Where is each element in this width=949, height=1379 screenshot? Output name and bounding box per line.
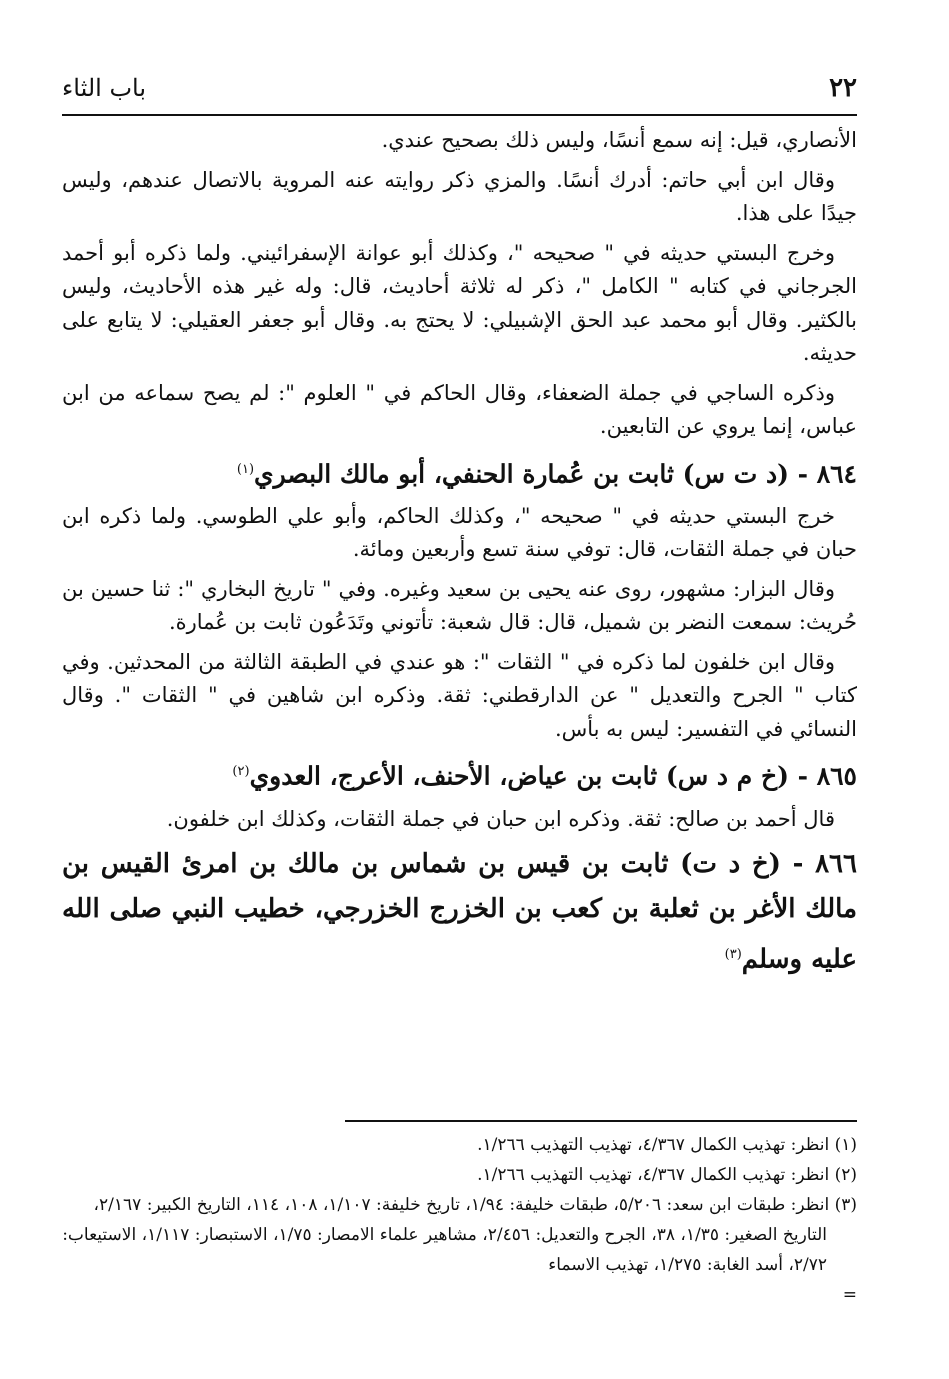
footnote-marker: (١) xyxy=(236,461,255,477)
paragraph: وقال البزار: مشهور، روى عنه يحيى بن سعيد وغيره. وفي " تاريخ البخاري ": ثنا حسين بن حُريث: سمعت النضر بن شميل، قال: قال شعبة: تأتوني وتَدَعُون ثابت بن عُمارة. xyxy=(62,576,857,635)
footnote-3: (٣) انظر: طبقات ابن سعد: ٥/٢٠٦، طبقات خليفة: ١/٩٤، تاريخ خليفة: ١/١٠٧، ١٠٨، ١١٤، التاريخ الكبير: ٢/١٦٧، التاريخ الصغير: ١/٣٥، ٣٨، الجرح والتعديل: ٢/٤٥٦، مشاهير علماء الامصار: ١/٧٥، الاستبصار: ١/١١٧، الاستيعاب: ٢/٧٢، أسد الغابة: ١/٢٧٥، تهذيب الاسماء xyxy=(62,1195,857,1275)
entry-title: ٨٦٤ - (د ت س) ثابت بن عُمارة الحنفي، أبو مالك البصري xyxy=(254,458,857,488)
paragraph: وقال ابن أبي حاتم: أدرك أنسًا. والمزي ذكر روايته عنه المروية بالاتصال عندهم، وليس جيدًا على هذا. xyxy=(62,167,857,225)
page-number: ٢٢ xyxy=(829,73,857,103)
entry-title: ٨٦٦ - (خ د ت) ثابت بن قيس بن شماس بن مالك بن امرئ القيس بن مالك الأغر بن ثعلبة بن كعب بن الخزرج الخزرجي، خطيب النبي صلى الله عليه وسلم xyxy=(62,849,857,975)
continuation-mark: = xyxy=(842,1285,857,1305)
paragraph: وخرج البستي حديثه في " صحيحه "، وكذلك أبو عوانة الإسفرائيني. ولما ذكره أبو أحمد الجرجاني في كتابه " الكامل "، ذكر له ثلاثة أحاديث، قال: وله غير هذه الأحاديث، وليس بالكثير. وقال أبو محمد عبد الحق الإشبيلي: لا يحتج به. وقال أبو جعفر العقيلي: لا يتابع على حديثه. xyxy=(62,240,857,365)
entry-heading-865 xyxy=(62,752,857,796)
entry-title: ٨٦٥ - (خ م د س) ثابت بن عياض، الأحنف، الأعرج، العدوي xyxy=(249,761,857,791)
entry-heading-866 xyxy=(62,842,857,983)
paragraph: خرج البستي حديثه في " صحيحه "، وكذلك الحاكم، وأبو علي الطوسي. ولما ذكره ابن حبان في جملة الثقات، قال: توفي سنة تسع وأربعين ومائة. xyxy=(62,503,857,562)
paragraph: الأنصاري، قيل: إنه سمع أنسًا، وليس ذلك بصحيح عندي. xyxy=(381,128,857,152)
footnote-marker: (٣) xyxy=(724,947,742,963)
footnote-1: (١) انظر: تهذيب الكمال ٤/٣٦٧، تهذيب التهذيب ١/٢٦٦. xyxy=(477,1135,857,1155)
footnote-divider xyxy=(345,1120,857,1122)
header-divider xyxy=(62,114,857,116)
page-header xyxy=(62,68,857,108)
footnotes xyxy=(62,1130,857,1310)
footnote-marker: (٢) xyxy=(232,764,250,780)
paragraph: وقال ابن خلفون لما ذكره في " الثقات ": هو عندي في الطبقة الثالثة من المحدثين. وفي كتاب " الجرح والتعديل " عن الدارقطني: ثقة. وذكره ابن شاهين في " الثقات ". وقال النسائي في التفسير: ليس به بأس. xyxy=(62,649,857,741)
paragraph: قال أحمد بن صالح: ثقة. وذكره ابن حبان في جملة الثقات، وكذلك ابن خلفون. xyxy=(166,806,835,831)
paragraph: وذكره الساجي في جملة الضعفاء، وقال الحاكم في " العلوم ": لم يصح سماعه من ابن عباس، إنما يروي عن التابعين. xyxy=(62,380,857,438)
main-text xyxy=(62,124,857,989)
footnote-2: (٢) انظر: تهذيب الكمال ٤/٣٦٧، تهذيب التهذيب ١/٢٦٦. xyxy=(477,1165,857,1185)
entry-heading-864 xyxy=(62,450,857,494)
running-title: باب الثاء xyxy=(62,74,147,102)
